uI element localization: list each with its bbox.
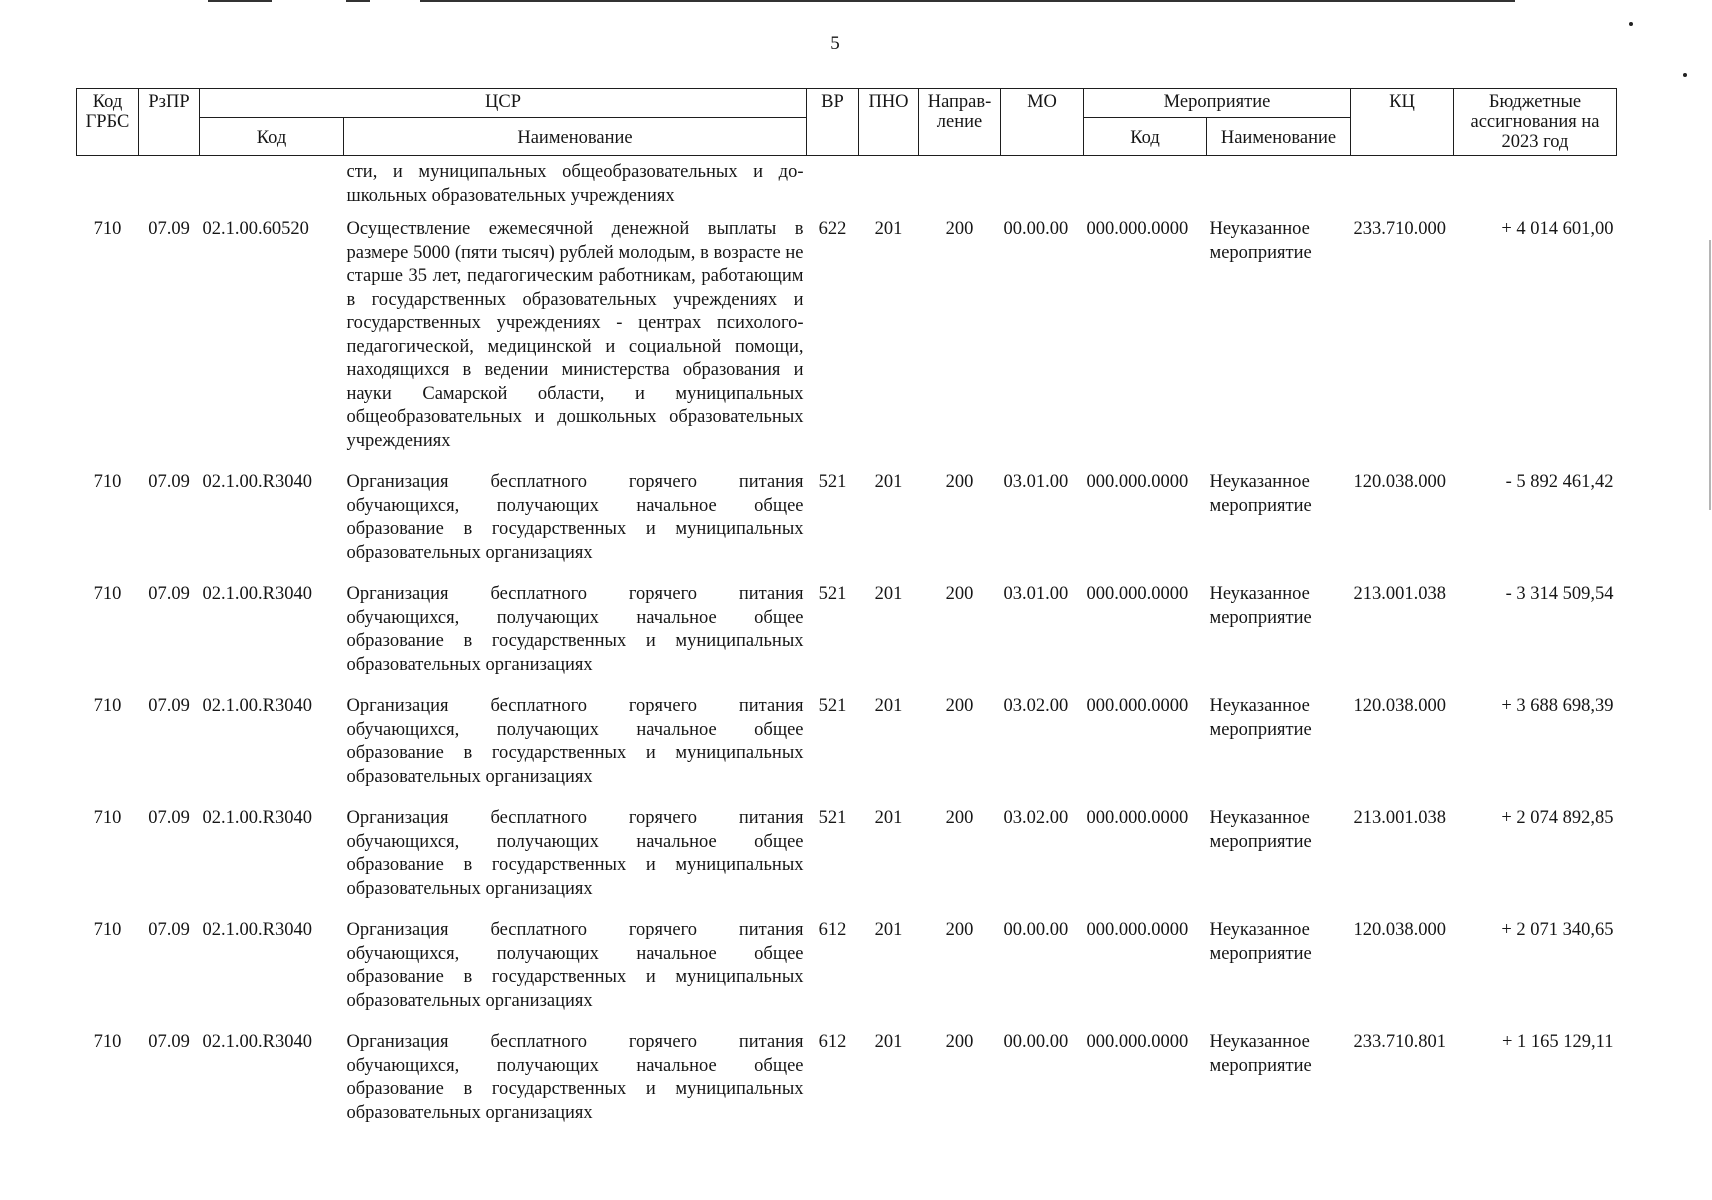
header-csr-name: Наименование bbox=[344, 118, 807, 156]
cell-csr-kod: 02.1.00.R3040 bbox=[202, 920, 312, 940]
cell-kc: 213.001.038 bbox=[1353, 808, 1446, 828]
cell-kc: 213.001.038 bbox=[1353, 584, 1446, 604]
header-rzpr: РзПР bbox=[139, 89, 200, 156]
cell-napravlenie: 200 bbox=[945, 920, 974, 940]
cell-event-name: Неуказанное мероприятие bbox=[1209, 1032, 1312, 1076]
cell-rzpr: 07.09 bbox=[148, 1032, 190, 1052]
cell-kc: 120.038.000 bbox=[1353, 696, 1446, 716]
cell-event-kod: 000.000.0000 bbox=[1086, 696, 1189, 716]
cell-event-kod: 000.000.0000 bbox=[1086, 1032, 1189, 1052]
cell-csr-name: Организация бесплатного горячего питания обучающихся, получающих начальное общее образование в государственных и муниципальных образовательных организациях bbox=[346, 920, 804, 1011]
cell-napravlenie: 200 bbox=[945, 696, 974, 716]
cell-pno: 201 bbox=[874, 920, 903, 940]
table-row bbox=[77, 469, 1617, 581]
cell-mo: 03.01.00 bbox=[1003, 472, 1069, 492]
scan-mark bbox=[420, 0, 1515, 2]
table-row bbox=[77, 1029, 1617, 1141]
table-row bbox=[77, 805, 1617, 917]
cell-napravlenie: 200 bbox=[945, 1032, 974, 1052]
continuation-row bbox=[77, 156, 1617, 217]
cell-mo: 03.02.00 bbox=[1003, 696, 1069, 716]
cell-amount: + 2 074 892,85 bbox=[1501, 808, 1614, 828]
cell-vr: 521 bbox=[818, 696, 847, 716]
cell-amount: - 3 314 509,54 bbox=[1505, 584, 1614, 604]
continuation-text: сти, и муниципальных общеобразовательных и до-школьных образовательных учреждениях bbox=[346, 162, 804, 206]
cell-pno: 201 bbox=[874, 472, 903, 492]
cell-csr-kod: 02.1.00.R3040 bbox=[202, 696, 312, 716]
cell-grbs: 710 bbox=[93, 584, 122, 604]
header-event-kod: Код bbox=[1084, 118, 1207, 156]
cell-pno: 201 bbox=[874, 808, 903, 828]
cell-vr: 521 bbox=[818, 584, 847, 604]
header-mo: МО bbox=[1001, 89, 1084, 156]
cell-amount: - 5 892 461,42 bbox=[1505, 472, 1614, 492]
table-row bbox=[77, 581, 1617, 693]
cell-mo: 00.00.00 bbox=[1003, 219, 1069, 239]
scan-edge-line bbox=[1709, 240, 1711, 510]
cell-vr: 521 bbox=[818, 808, 847, 828]
cell-vr: 521 bbox=[818, 472, 847, 492]
cell-rzpr: 07.09 bbox=[148, 584, 190, 604]
cell-amount: + 3 688 698,39 bbox=[1501, 696, 1614, 716]
cell-event-kod: 000.000.0000 bbox=[1086, 808, 1189, 828]
cell-csr-kod: 02.1.00.R3040 bbox=[202, 1032, 312, 1052]
cell-mo: 03.01.00 bbox=[1003, 584, 1069, 604]
cell-rzpr: 07.09 bbox=[148, 920, 190, 940]
cell-event-name: Неуказанное мероприятие bbox=[1209, 920, 1312, 964]
cell-vr: 612 bbox=[818, 1032, 847, 1052]
scan-mark bbox=[208, 0, 272, 2]
cell-csr-name: Организация бесплатного горячего питания обучающихся, получающих начальное общее образование в государственных и муниципальных образовательных организациях bbox=[346, 472, 804, 563]
cell-event-name: Неуказанное мероприятие bbox=[1209, 219, 1312, 263]
cell-napravlenie: 200 bbox=[945, 584, 974, 604]
table-body bbox=[77, 156, 1617, 1142]
cell-csr-kod: 02.1.00.R3040 bbox=[202, 472, 312, 492]
header-csr-kod: Код bbox=[200, 118, 344, 156]
cell-csr-name: Осуществление ежемесячной денежной выплаты в размере 5000 (пяти тысяч) рублей молодым, в возрасте не старше 35 лет, педагогическим работникам, работающим в государственных образовательных учреждениях и государственных учреждениях - центрах психолого-педагогической, медицинской и социальной помощи, находящихся в ведении министерства образования и науки Самарской области, и муниципальных общеобразовательных и дошкольных образовательных учреждениях bbox=[346, 219, 804, 451]
cell-amount: + 2 071 340,65 bbox=[1501, 920, 1614, 940]
cell-vr: 622 bbox=[818, 219, 847, 239]
cell-mo: 00.00.00 bbox=[1003, 1032, 1069, 1052]
scan-speck bbox=[1683, 73, 1687, 77]
cell-event-kod: 000.000.0000 bbox=[1086, 584, 1189, 604]
cell-event-name: Неуказанное мероприятие bbox=[1209, 584, 1312, 628]
cell-event-kod: 000.000.0000 bbox=[1086, 920, 1189, 940]
cell-pno: 201 bbox=[874, 584, 903, 604]
cell-kc: 233.710.801 bbox=[1353, 1032, 1446, 1052]
cell-rzpr: 07.09 bbox=[148, 219, 190, 239]
cell-csr-name: Организация бесплатного горячего питания обучающихся, получающих начальное общее образование в государственных и муниципальных образовательных организациях bbox=[346, 696, 804, 787]
cell-napravlenie: 200 bbox=[945, 808, 974, 828]
scan-mark bbox=[346, 0, 370, 2]
header-napravlenie: Направ-ление bbox=[919, 89, 1001, 156]
cell-vr: 612 bbox=[818, 920, 847, 940]
cell-amount: + 4 014 601,00 bbox=[1501, 219, 1614, 239]
cell-grbs: 710 bbox=[93, 808, 122, 828]
table-row bbox=[77, 216, 1617, 469]
scan-speck bbox=[1629, 22, 1633, 26]
cell-grbs: 710 bbox=[93, 696, 122, 716]
cell-csr-name: Организация бесплатного горячего питания обучающихся, получающих начальное общее образование в государственных и муниципальных образовательных организациях bbox=[346, 584, 804, 675]
cell-rzpr: 07.09 bbox=[148, 808, 190, 828]
cell-napravlenie: 200 bbox=[945, 219, 974, 239]
header-csr: ЦСР bbox=[200, 89, 807, 118]
cell-pno: 201 bbox=[874, 1032, 903, 1052]
cell-event-kod: 000.000.0000 bbox=[1086, 219, 1189, 239]
cell-csr-kod: 02.1.00.R3040 bbox=[202, 584, 312, 604]
cell-rzpr: 07.09 bbox=[148, 472, 190, 492]
cell-csr-name: Организация бесплатного горячего питания обучающихся, получающих начальное общее образование в государственных и муниципальных образовательных организациях bbox=[346, 808, 804, 899]
cell-kc: 120.038.000 bbox=[1353, 920, 1446, 940]
cell-amount: + 1 165 129,11 bbox=[1502, 1032, 1614, 1052]
cell-napravlenie: 200 bbox=[945, 472, 974, 492]
header-event: Мероприятие bbox=[1084, 89, 1351, 118]
cell-pno: 201 bbox=[874, 696, 903, 716]
cell-grbs: 710 bbox=[93, 219, 122, 239]
table-header bbox=[77, 89, 1617, 156]
cell-grbs: 710 bbox=[93, 472, 122, 492]
header-vr: ВР bbox=[807, 89, 859, 156]
cell-csr-kod: 02.1.00.R3040 bbox=[202, 808, 312, 828]
cell-kc: 120.038.000 bbox=[1353, 472, 1446, 492]
cell-grbs: 710 bbox=[93, 1032, 122, 1052]
cell-event-name: Неуказанное мероприятие bbox=[1209, 808, 1312, 852]
cell-pno: 201 bbox=[874, 219, 903, 239]
cell-csr-kod: 02.1.00.60520 bbox=[202, 219, 309, 239]
cell-mo: 00.00.00 bbox=[1003, 920, 1069, 940]
header-kc: КЦ bbox=[1351, 89, 1454, 156]
cell-grbs: 710 bbox=[93, 920, 122, 940]
cell-mo: 03.02.00 bbox=[1003, 808, 1069, 828]
header-pno: ПНО bbox=[859, 89, 919, 156]
cell-rzpr: 07.09 bbox=[148, 696, 190, 716]
page-number: 5 bbox=[830, 33, 840, 54]
cell-event-name: Неуказанное мероприятие bbox=[1209, 696, 1312, 740]
header-event-name: Наименование bbox=[1207, 118, 1351, 156]
table-row bbox=[77, 917, 1617, 1029]
table-row bbox=[77, 693, 1617, 805]
budget-table bbox=[76, 88, 1617, 1141]
cell-event-name: Неуказанное мероприятие bbox=[1209, 472, 1312, 516]
cell-csr-name: Организация бесплатного горячего питания обучающихся, получающих начальное общее образование в государственных и муниципальных образовательных организациях bbox=[346, 1032, 804, 1123]
header-kod-grbs: Код ГРБС bbox=[77, 89, 139, 156]
cell-event-kod: 000.000.0000 bbox=[1086, 472, 1189, 492]
cell-kc: 233.710.000 bbox=[1353, 219, 1446, 239]
header-budget: Бюджетные ассигнования на 2023 год bbox=[1454, 89, 1617, 156]
